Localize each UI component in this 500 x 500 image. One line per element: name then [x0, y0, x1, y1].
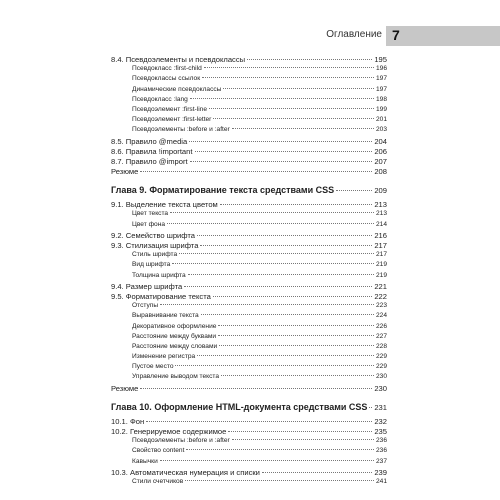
toc-page-number: 226 — [375, 322, 387, 330]
toc-page-number: 229 — [375, 363, 387, 371]
toc-entry-title: Псевдоэлемент :first-line — [132, 105, 207, 113]
toc-page-number: 224 — [375, 312, 387, 320]
toc-entry-title: Стили счетчиков — [132, 477, 184, 485]
toc-entry — [111, 251, 387, 261]
toc-page-number: 219 — [375, 261, 387, 269]
toc-entry-title: Цвет текста — [132, 210, 169, 218]
toc-entry — [111, 200, 387, 210]
toc-entry — [111, 137, 387, 147]
toc-entry-title: 8.6. Правила !important — [111, 146, 193, 156]
dot-leader — [213, 118, 374, 119]
toc-entry — [111, 55, 387, 65]
toc-entry — [111, 65, 387, 75]
toc-entry — [111, 323, 387, 333]
toc-entry-title: Толщина шрифта — [132, 271, 186, 279]
toc-page-number: 209 — [374, 186, 387, 196]
dot-leader — [140, 388, 372, 389]
toc-page-number: 201 — [375, 116, 387, 124]
chapter-name: Оформление HTML-документа средствами CSS — [154, 401, 368, 412]
dot-leader — [204, 67, 374, 68]
dot-leader — [219, 345, 374, 346]
toc-page-number: 213 — [374, 200, 387, 210]
toc-page-number: 217 — [375, 251, 387, 259]
dot-leader — [369, 407, 372, 408]
toc-entry-title: 9.1. Выделение текста цветом — [111, 200, 218, 210]
toc-entry — [111, 272, 387, 282]
toc-entry-title: 9.4. Размер шрифта — [111, 281, 183, 291]
toc-page-number: 197 — [375, 85, 387, 93]
toc-entry — [111, 96, 387, 106]
toc-entry-title: Отступы — [132, 302, 159, 310]
toc-entry — [111, 75, 387, 85]
dot-leader — [218, 325, 374, 326]
dot-leader — [218, 335, 374, 336]
toc-entry-title: 8.4. Псевдоэлементы и псевдоклассы — [111, 55, 246, 64]
dot-leader — [232, 128, 374, 129]
toc-page-number: 198 — [375, 95, 387, 103]
toc-page-number: 206 — [374, 146, 387, 156]
toc-page-number: 199 — [375, 105, 387, 113]
toc-entry — [111, 333, 387, 343]
toc-entry-title: Кавычки — [132, 457, 158, 465]
toc-entry — [111, 417, 387, 427]
toc-entry-title: 9.5. Форматирование текста — [111, 291, 211, 301]
toc-entry-title: Свойство content — [132, 447, 185, 455]
dot-leader — [202, 77, 374, 78]
toc-page-number: 227 — [375, 332, 387, 340]
running-header-title: Оглавление — [326, 29, 382, 40]
toc-page-number: 221 — [374, 281, 387, 291]
toc-entry-title: Псевдоэлементы :before и :after — [132, 126, 230, 134]
toc-entry-title: Резюме — [111, 383, 139, 393]
toc-page-number: 228 — [375, 342, 387, 350]
dot-leader — [189, 141, 372, 142]
dot-leader — [179, 253, 374, 254]
toc-entry — [111, 437, 387, 447]
chapter-label: Глава 10. — [111, 401, 152, 412]
chapter-name: Форматирование текста средствами CSS — [149, 185, 335, 196]
toc-entry — [111, 312, 387, 322]
toc-page-number: 217 — [374, 241, 387, 250]
toc-entry-title: Псевдоэлементы :before и :after — [132, 437, 230, 445]
toc-chapter-title — [111, 402, 367, 412]
dot-leader — [190, 98, 374, 99]
toc-page-number: 230 — [374, 383, 387, 393]
dot-leader — [190, 161, 373, 162]
toc-entry — [111, 458, 387, 468]
toc-page-number: 203 — [375, 126, 387, 134]
toc-summary-entry — [111, 384, 387, 394]
toc-entry — [111, 302, 387, 312]
toc-entry — [111, 343, 387, 353]
page-number-tab — [386, 26, 500, 46]
dot-leader — [232, 439, 374, 440]
dot-leader — [201, 314, 374, 315]
toc-entry-title: Вид шрифта — [132, 261, 171, 269]
toc-entry-title: 10.2. Генерируемое содержимое — [111, 427, 227, 436]
dot-leader — [228, 431, 372, 432]
toc-entry — [111, 86, 387, 96]
toc-entry-title: Расстояние между буквами — [132, 332, 217, 340]
dot-leader — [197, 355, 374, 356]
dot-leader — [170, 212, 374, 213]
toc-entry-title: 9.2. Семейство шрифта — [111, 230, 195, 240]
toc-entry — [111, 373, 387, 383]
dot-leader — [262, 472, 372, 473]
toc-entry-title: Резюме — [111, 167, 139, 177]
dot-leader — [209, 108, 374, 109]
dot-leader — [186, 449, 374, 450]
dot-leader — [197, 235, 372, 236]
toc-entry — [111, 106, 387, 116]
toc-page-number: 196 — [375, 65, 387, 73]
toc-entry — [111, 157, 387, 167]
toc-page-number: 213 — [375, 210, 387, 218]
chapter-label: Глава 9. — [111, 185, 147, 196]
toc-entry — [111, 478, 387, 488]
dot-leader — [247, 59, 372, 60]
toc-summary-entry — [111, 167, 387, 177]
toc-page-number: 230 — [375, 373, 387, 381]
dot-leader — [213, 296, 373, 297]
toc-entry — [111, 221, 387, 231]
toc-entry — [111, 363, 387, 373]
toc-entry — [111, 353, 387, 363]
toc-entry-title: Стиль шрифта — [132, 251, 178, 259]
toc-entry-title: Псевдокласс :lang — [132, 95, 188, 103]
dot-leader — [175, 365, 374, 366]
toc-page-number: 229 — [375, 353, 387, 361]
toc-page-number: 237 — [375, 457, 387, 465]
toc-entry — [111, 427, 387, 437]
dot-leader — [167, 223, 374, 224]
toc-entry — [111, 447, 387, 457]
toc-entry — [111, 231, 387, 241]
toc-page-number: 222 — [374, 291, 387, 301]
toc-page-number: 236 — [375, 437, 387, 445]
toc-page-number: 232 — [374, 416, 387, 426]
toc-chapter-title — [111, 185, 334, 195]
toc-entry — [111, 292, 387, 302]
toc-page-number: 204 — [374, 136, 387, 146]
toc-entry-title: Расстояние между словами — [132, 342, 218, 350]
dot-leader — [160, 460, 374, 461]
toc-chapter-entry — [111, 185, 387, 198]
dot-leader — [223, 88, 374, 89]
toc-page-number: 219 — [375, 271, 387, 279]
toc-entry-title: 8.7. Правило @import — [111, 156, 188, 166]
dot-leader — [195, 151, 373, 152]
toc-entry-title: Цвет фона — [132, 220, 166, 228]
toc-entry-title: Управление выводом текста — [132, 373, 220, 381]
toc-chapter-entry — [111, 402, 387, 415]
toc-entry-title: Псевдоэлемент :first-letter — [132, 116, 212, 124]
dot-leader — [336, 190, 372, 191]
dot-leader — [146, 421, 372, 422]
table-of-contents — [111, 55, 387, 488]
dot-leader — [184, 286, 372, 287]
toc-entry-title: Динамические псевдоклассы — [132, 85, 222, 93]
toc-entry-title: Пустое место — [132, 363, 174, 371]
toc-page-number: 235 — [374, 427, 387, 436]
toc-page-number: 216 — [374, 230, 387, 240]
toc-page-number: 214 — [375, 220, 387, 228]
toc-entry-title: 10.3. Автоматическая нумерация и списки — [111, 467, 260, 477]
toc-entry — [111, 468, 387, 478]
toc-entry-title: Псевдоклассы ссылок — [132, 75, 201, 83]
dot-leader — [200, 245, 372, 246]
toc-entry-title: Псевдокласс :first-child — [132, 65, 202, 73]
toc-entry — [111, 126, 387, 136]
page-number: 7 — [392, 27, 400, 43]
toc-entry-title: Изменение регистра — [132, 353, 196, 361]
toc-entry — [111, 261, 387, 271]
toc-page-number: 208 — [374, 167, 387, 177]
toc-page-number: 197 — [375, 75, 387, 83]
toc-page-number: 223 — [375, 302, 387, 310]
toc-page-number: 207 — [374, 156, 387, 166]
toc-page-number: 231 — [374, 402, 387, 412]
toc-page-number: 236 — [375, 447, 387, 455]
toc-page-number: 241 — [375, 477, 387, 485]
toc-entry — [111, 282, 387, 292]
toc-entry — [111, 241, 387, 251]
toc-entry-title: 9.3. Стилизация шрифта — [111, 241, 199, 250]
toc-page-number: 239 — [374, 467, 387, 477]
page-header — [0, 26, 500, 46]
toc-entry — [111, 147, 387, 157]
dot-leader — [140, 171, 372, 172]
dot-leader — [188, 274, 374, 275]
toc-page-number: 195 — [374, 55, 387, 64]
toc-entry-title: Выравнивание текста — [132, 312, 199, 320]
toc-entry-title: 10.1. Фон — [111, 416, 145, 426]
dot-leader — [185, 480, 374, 481]
toc-entry — [111, 210, 387, 220]
toc-entry — [111, 116, 387, 126]
toc-entry-title: 8.5. Правило @media — [111, 136, 188, 146]
toc-entry-title: Декоративное оформление — [132, 322, 217, 330]
dot-leader — [160, 304, 374, 305]
dot-leader — [220, 204, 373, 205]
dot-leader — [221, 375, 374, 376]
dot-leader — [172, 263, 374, 264]
